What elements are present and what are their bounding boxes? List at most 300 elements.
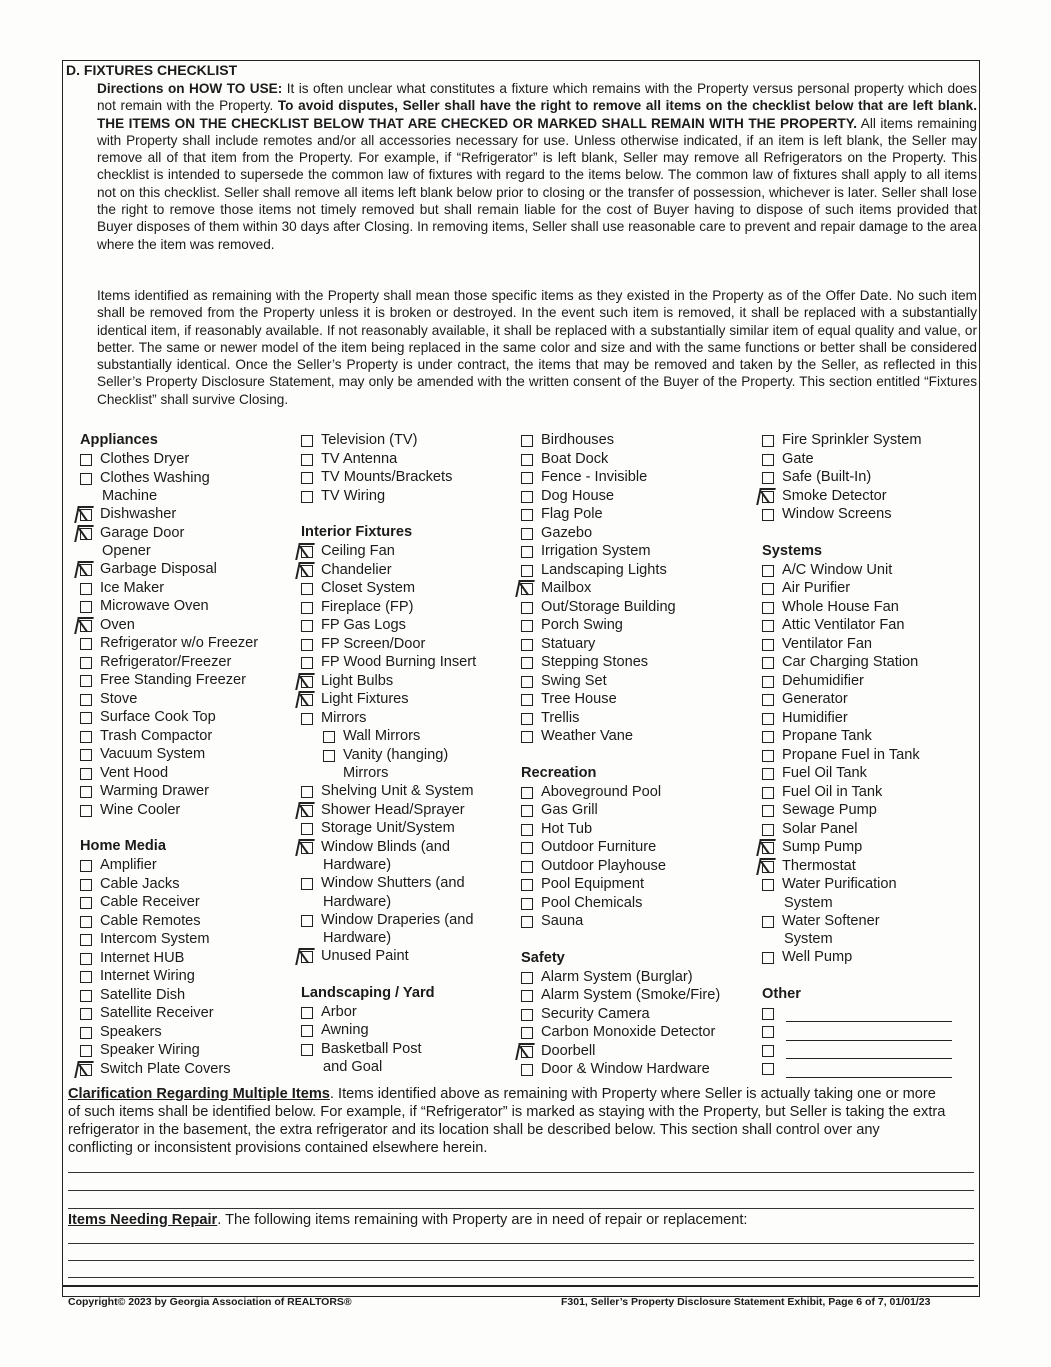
checkbox[interactable] — [521, 620, 533, 632]
checklist-item-stove[interactable] — [80, 690, 258, 709]
checkbox[interactable] — [762, 639, 774, 651]
checkbox[interactable] — [762, 768, 774, 780]
item-label: Satellite Receiver — [100, 1005, 214, 1021]
item-label: Doorbell — [541, 1042, 596, 1059]
checkbox[interactable] — [80, 473, 92, 485]
checkbox[interactable] — [521, 491, 533, 503]
checklist-item-tv-wiring[interactable] — [301, 487, 476, 506]
repair-line[interactable] — [68, 1243, 974, 1244]
checkbox[interactable] — [301, 1025, 313, 1037]
item-label: Window Blinds (and — [321, 838, 450, 855]
column-2 — [301, 431, 476, 1076]
checkbox[interactable] — [762, 565, 774, 577]
checklist-item-switch-plate-covers[interactable] — [80, 1060, 258, 1079]
checkbox[interactable] — [80, 1027, 92, 1039]
item-label: Birdhouses — [541, 432, 615, 448]
checklist-item-trash-compactor[interactable] — [80, 727, 258, 746]
checklist-item-birdhouses[interactable] — [521, 431, 720, 450]
item-label: Mirrors — [321, 709, 367, 726]
landscaping-header: Landscaping / Yard — [301, 984, 435, 1001]
checklist-item-refrigerator-freezer[interactable] — [80, 653, 258, 672]
checklist-item-safe-built-in[interactable] — [762, 468, 952, 487]
checkbox[interactable] — [301, 602, 313, 614]
checklist-item-security-camera[interactable] — [521, 1005, 720, 1024]
other-item[interactable] — [762, 1004, 952, 1023]
appliances-header: Appliances — [80, 432, 158, 448]
checklist-item-closet-system[interactable] — [301, 579, 476, 598]
checkbox[interactable] — [80, 731, 92, 743]
checkbox[interactable] — [762, 694, 774, 706]
checklist-item-wall-mirrors[interactable] — [301, 727, 476, 746]
repair-paragraph — [68, 1212, 747, 1228]
checkbox[interactable] — [521, 861, 533, 873]
directions-paragraph — [97, 80, 977, 253]
checklist-item-ice-maker[interactable] — [80, 579, 258, 598]
checklist-item-tv-antenna[interactable] — [301, 450, 476, 469]
checkbox[interactable] — [762, 657, 774, 669]
item-label: A/C Window Unit — [782, 561, 893, 578]
checklist-item-window-draperies-and[interactable] — [301, 911, 476, 930]
checkbox-checked[interactable] — [521, 583, 533, 595]
checkbox[interactable] — [762, 824, 774, 836]
checklist-item-propane-tank[interactable] — [762, 727, 952, 746]
checkbox[interactable] — [80, 1008, 92, 1020]
checklist-item-car-charging-station[interactable] — [762, 653, 952, 672]
item-label-continuation: and Goal — [323, 1059, 383, 1075]
checkbox[interactable] — [80, 934, 92, 946]
item-label: Out/Storage Building — [541, 598, 676, 615]
checkbox[interactable] — [521, 472, 533, 484]
checklist-item-thermostat[interactable] — [762, 857, 952, 876]
checklist-item-garbage-disposal[interactable] — [80, 560, 258, 579]
other-fill-line[interactable] — [786, 1046, 952, 1059]
item-label: Stepping Stones — [541, 654, 649, 670]
checklist-item-mirrors[interactable] — [301, 709, 476, 728]
checkbox[interactable] — [521, 805, 533, 817]
checklist-item-a-c-window-unit[interactable] — [762, 561, 952, 580]
checklist-item-tv-mounts-brackets[interactable] — [301, 468, 476, 487]
checkbox-checked[interactable] — [301, 546, 313, 558]
item-label: Hot Tub — [541, 820, 593, 837]
checklist-item-satellite-dish[interactable] — [80, 986, 258, 1005]
checklist-item-unused-paint[interactable] — [301, 947, 476, 966]
checklist-item-speaker-wiring[interactable] — [80, 1041, 258, 1060]
checklist-item-landscaping-lights[interactable] — [521, 561, 720, 580]
checkbox[interactable] — [80, 749, 92, 761]
checklist-item-dehumidifier[interactable] — [762, 672, 952, 691]
checklist-item-shower-head-sprayer[interactable] — [301, 801, 476, 820]
item-label: Garage Door — [100, 524, 185, 541]
checklist-item-air-purifier[interactable] — [762, 579, 952, 598]
repair-line[interactable] — [68, 1277, 974, 1278]
checkbox[interactable] — [521, 898, 533, 910]
checklist-item-wine-cooler[interactable] — [80, 801, 258, 820]
checklist-item-ventilator-fan[interactable] — [762, 635, 952, 654]
checkbox[interactable] — [80, 712, 92, 724]
other-item[interactable] — [762, 1041, 952, 1060]
checkbox[interactable] — [80, 694, 92, 706]
directions-bold: To avoid disputes, Seller shall have the right to remove all items on the checklist below that are left blank. THE ITEMS ON THE CHECKLIST BELOW THAT ARE CHECKED OR MARKED SHALL REMAIN WITH THE PROPERTY. — [97, 98, 978, 131]
checkbox[interactable] — [80, 601, 92, 613]
item-label: Tree House — [541, 691, 617, 707]
checklist-item-storage-unit-system[interactable] — [301, 819, 476, 838]
checkbox-checked[interactable] — [301, 951, 313, 963]
checkbox[interactable] — [301, 657, 313, 669]
item-label: Thermostat — [782, 857, 856, 874]
checklist-item-fp-wood-burning-insert[interactable] — [301, 653, 476, 672]
checkbox-checked[interactable] — [301, 694, 313, 706]
checklist-item-outdoor-playhouse[interactable] — [521, 857, 720, 876]
checkbox[interactable] — [521, 842, 533, 854]
checkbox[interactable] — [521, 435, 533, 447]
checkbox[interactable] — [762, 454, 774, 466]
checklist-item-smoke-detector[interactable] — [762, 487, 952, 506]
checklist-item-fireplace-fp[interactable] — [301, 598, 476, 617]
checklist-item-cable-jacks[interactable] — [80, 875, 258, 894]
checkbox[interactable] — [762, 435, 774, 447]
checkbox[interactable] — [762, 620, 774, 632]
checkbox[interactable] — [80, 454, 92, 466]
item-label-continuation: System — [784, 894, 833, 911]
item-label: Solar Panel — [782, 820, 858, 837]
checklist-item-weather-vane[interactable] — [521, 727, 720, 746]
checkbox[interactable] — [521, 713, 533, 725]
checklist-item-cable-remotes[interactable] — [80, 912, 258, 931]
checkbox[interactable] — [762, 1026, 774, 1038]
item-label: FP Gas Logs — [321, 617, 406, 633]
checklist-item-water-softener[interactable] — [762, 912, 952, 931]
checklist-item-intercom-system[interactable] — [80, 930, 258, 949]
item-label: TV Antenna — [321, 450, 398, 467]
checklist-item-surface-cook-top[interactable] — [80, 708, 258, 727]
checklist-item-cable-receiver[interactable] — [80, 893, 258, 912]
checkbox[interactable] — [80, 805, 92, 817]
checklist-item-satellite-receiver[interactable] — [80, 1004, 258, 1023]
footer-copyright: Copyright© 2023 by Georgia Association of REALTORS® — [68, 1296, 352, 1308]
checklist-item-clothes-washing[interactable] — [80, 469, 258, 488]
checkbox[interactable] — [521, 1064, 533, 1076]
checkbox[interactable] — [762, 916, 774, 928]
interior-fixtures-header: Interior Fixtures — [301, 524, 413, 540]
checkbox[interactable] — [80, 583, 92, 595]
checkbox[interactable] — [301, 823, 313, 835]
checklist-item-awning[interactable] — [301, 1021, 476, 1040]
checkbox[interactable] — [301, 472, 313, 484]
item-label-continuation: Opener — [102, 543, 151, 559]
checklist-item-whole-house-fan[interactable] — [762, 598, 952, 617]
checkbox[interactable] — [301, 454, 313, 466]
checkbox[interactable] — [521, 639, 533, 651]
checkbox[interactable] — [521, 509, 533, 521]
checkbox-checked[interactable] — [301, 676, 313, 688]
checklist-item-attic-ventilator-fan[interactable] — [762, 616, 952, 635]
checklist-item-refrigerator-w-o-freezer[interactable] — [80, 634, 258, 653]
checkbox[interactable] — [762, 1045, 774, 1057]
item-label: Car Charging Station — [782, 654, 919, 670]
checkbox[interactable] — [521, 916, 533, 928]
checklist-item-fuel-oil-in-tank[interactable] — [762, 783, 952, 802]
item-label: Smoke Detector — [782, 487, 887, 504]
checkbox[interactable] — [301, 878, 313, 890]
checkbox[interactable] — [301, 915, 313, 927]
checkbox-checked[interactable] — [301, 805, 313, 817]
column-3 — [521, 431, 720, 1079]
other-fill-line[interactable] — [786, 1009, 952, 1022]
checklist-item-gas-grill[interactable] — [521, 801, 720, 820]
item-label-continuation: Mirrors — [343, 765, 389, 781]
checkbox[interactable] — [521, 602, 533, 614]
checklist-item-boat-dock[interactable] — [521, 450, 720, 469]
checkbox[interactable] — [301, 491, 313, 503]
checkbox[interactable] — [521, 546, 533, 558]
checklist-item-fuel-oil-tank[interactable] — [762, 764, 952, 783]
checklist-item-window-screens[interactable] — [762, 505, 952, 524]
checklist-item-window-shutters-and[interactable] — [301, 874, 476, 893]
checklist-item-porch-swing[interactable] — [521, 616, 720, 635]
checkbox[interactable] — [521, 731, 533, 743]
checkbox[interactable] — [323, 731, 335, 743]
checklist-item-swing-set[interactable] — [521, 672, 720, 691]
systems-header: Systems — [762, 542, 823, 559]
checkbox[interactable] — [80, 971, 92, 983]
checkbox-checked[interactable] — [80, 509, 92, 521]
checkbox-checked[interactable] — [80, 564, 92, 576]
checkbox[interactable] — [521, 657, 533, 669]
checklist-item-doorbell[interactable] — [521, 1042, 720, 1061]
checklist-item-gate[interactable] — [762, 450, 952, 469]
other-header: Other — [762, 985, 801, 1002]
checkbox[interactable] — [762, 879, 774, 891]
checklist-item-television-tv[interactable] — [301, 431, 476, 450]
checkbox[interactable] — [762, 676, 774, 688]
checklist-item-fire-sprinkler-system[interactable] — [762, 431, 952, 450]
checkbox[interactable] — [762, 787, 774, 799]
item-label: Attic Ventilator Fan — [782, 617, 905, 633]
checklist-item-vent-hood[interactable] — [80, 764, 258, 783]
checkbox[interactable] — [762, 602, 774, 614]
checkbox-checked[interactable] — [762, 842, 774, 854]
item-label: Vacuum System — [100, 746, 206, 762]
checkbox[interactable] — [301, 786, 313, 798]
other-item[interactable] — [762, 1059, 952, 1078]
checkbox[interactable] — [80, 638, 92, 650]
checkbox[interactable] — [521, 972, 533, 984]
directions-lead: Directions on HOW TO USE: — [97, 81, 283, 96]
checklist-item-pool-chemicals[interactable] — [521, 894, 720, 913]
checkbox[interactable] — [521, 1027, 533, 1039]
checklist-item-sump-pump[interactable] — [762, 838, 952, 857]
checkbox[interactable] — [80, 786, 92, 798]
checklist-item-fence-invisible[interactable] — [521, 468, 720, 487]
checkbox[interactable] — [80, 657, 92, 669]
checklist-item-well-pump[interactable] — [762, 948, 952, 967]
checklist-item-free-standing-freezer[interactable] — [80, 671, 258, 690]
remaining-paragraph: Items identified as remaining with the Property shall mean those specific items as they existed in the Property as of the Offer Date. No such item shall be removed from the Property unless it is broken or destroyed. In the event such item is removed, it shall be replaced with a substantially identical item, if reasonably available. If not reasonably available, it shall be replaced with a substantially similar item of equal quality and value, or better. The same or newer model of the item being replaced in the same color and size and with the same functions or better shall be considered substantially identical. Once the Seller’s Property is under contract, the items that may be removed and taken by the Seller, as reflected in this Seller’s Property Disclosure Statement, may only be amended with the written consent of the Buyer of the Property. This section entitled “Fixtures Checklist” shall survive Closing. — [97, 288, 977, 407]
checkbox[interactable] — [521, 565, 533, 577]
checkbox-checked[interactable] — [80, 620, 92, 632]
checklist-item-clothes-dryer[interactable] — [80, 450, 258, 469]
checklist-item-vanity-hanging[interactable] — [301, 746, 476, 765]
checkbox[interactable] — [521, 879, 533, 891]
item-label: Pool Equipment — [541, 876, 645, 892]
checklist-item-warming-drawer[interactable] — [80, 782, 258, 801]
item-label: Pool Chemicals — [541, 894, 643, 911]
checklist-item-flag-pole[interactable] — [521, 505, 720, 524]
checkbox[interactable] — [762, 713, 774, 725]
checkbox[interactable] — [301, 639, 313, 651]
checklist-item-alarm-system-burglar[interactable] — [521, 968, 720, 987]
item-label: Gate — [782, 450, 814, 467]
item-label: Cable Jacks — [100, 875, 180, 892]
checklist-item-dishwasher[interactable] — [80, 505, 258, 524]
checkbox-checked[interactable] — [80, 528, 92, 540]
checklist-item-hot-tub[interactable] — [521, 820, 720, 839]
checkbox-checked[interactable] — [80, 1064, 92, 1076]
checklist-item-humidifier[interactable] — [762, 709, 952, 728]
checkbox[interactable] — [762, 1063, 774, 1075]
checklist-item-oven[interactable] — [80, 616, 258, 635]
checkbox[interactable] — [301, 583, 313, 595]
clarification-line[interactable] — [68, 1172, 974, 1173]
checkbox-checked[interactable] — [301, 842, 313, 854]
checklist-item-arbor[interactable] — [301, 1003, 476, 1022]
checkbox-checked[interactable] — [301, 565, 313, 577]
checklist-item-basketball-post[interactable] — [301, 1040, 476, 1059]
checkbox-checked[interactable] — [762, 861, 774, 873]
checkbox[interactable] — [762, 472, 774, 484]
checkbox-checked[interactable] — [521, 1046, 533, 1058]
checkbox[interactable] — [301, 620, 313, 632]
checklist-item-amplifier[interactable] — [80, 856, 258, 875]
checklist-item-carbon-monoxide-detector[interactable] — [521, 1023, 720, 1042]
checklist-item-out-storage-building[interactable] — [521, 598, 720, 617]
item-label: Switch Plate Covers — [100, 1060, 231, 1077]
checklist-item-trellis[interactable] — [521, 709, 720, 728]
checkbox[interactable] — [762, 952, 774, 964]
clarification-line[interactable] — [68, 1208, 974, 1209]
item-label: Wine Cooler — [100, 801, 181, 818]
item-label: Light Bulbs — [321, 672, 394, 689]
checklist-item-vacuum-system[interactable] — [80, 745, 258, 764]
checklist-item-window-blinds-and[interactable] — [301, 838, 476, 857]
checklist-item-fp-gas-logs[interactable] — [301, 616, 476, 635]
checklist-item-microwave-oven[interactable] — [80, 597, 258, 616]
item-label: Statuary — [541, 635, 596, 652]
checkbox[interactable] — [521, 676, 533, 688]
checklist-item-chandelier[interactable] — [301, 561, 476, 580]
checklist-item-alarm-system-smoke-fire[interactable] — [521, 986, 720, 1005]
checkbox[interactable] — [521, 694, 533, 706]
checkbox[interactable] — [301, 1007, 313, 1019]
checklist-item-solar-panel[interactable] — [762, 820, 952, 839]
checklist-item-tree-house[interactable] — [521, 690, 720, 709]
item-label: Fireplace (FP) — [321, 598, 414, 615]
checkbox[interactable] — [80, 860, 92, 872]
other-fill-line[interactable] — [786, 1065, 952, 1078]
checkbox[interactable] — [80, 879, 92, 891]
repair-line[interactable] — [68, 1260, 974, 1261]
checkbox[interactable] — [762, 509, 774, 521]
checkbox[interactable] — [301, 713, 313, 725]
checklist-item-internet-hub[interactable] — [80, 949, 258, 968]
clarification-line[interactable] — [68, 1190, 974, 1191]
checklist-item-aboveground-pool[interactable] — [521, 783, 720, 802]
other-item[interactable] — [762, 1022, 952, 1041]
other-fill-line[interactable] — [786, 1028, 952, 1041]
checkbox[interactable] — [301, 1044, 313, 1056]
checkbox[interactable] — [80, 897, 92, 909]
checklist-item-generator[interactable] — [762, 690, 952, 709]
checklist-item-irrigation-system[interactable] — [521, 542, 720, 561]
checkbox[interactable] — [301, 435, 313, 447]
checklist-item-outdoor-furniture[interactable] — [521, 838, 720, 857]
item-label: Intercom System — [100, 931, 210, 947]
checklist-item-dog-house[interactable] — [521, 487, 720, 506]
item-label: TV Wiring — [321, 487, 386, 504]
checkbox[interactable] — [762, 750, 774, 762]
checkbox[interactable] — [521, 990, 533, 1002]
checklist-item-water-purification[interactable] — [762, 875, 952, 894]
checklist-item-garage-door[interactable] — [80, 524, 258, 543]
checkbox[interactable] — [521, 528, 533, 540]
checkbox[interactable] — [80, 953, 92, 965]
checklist-item-speakers[interactable] — [80, 1023, 258, 1042]
item-label: Flag Pole — [541, 506, 603, 522]
checkbox[interactable] — [762, 805, 774, 817]
checkbox[interactable] — [521, 824, 533, 836]
checklist-item-shelving-unit-system[interactable] — [301, 782, 476, 801]
item-label: Clothes Washing — [100, 469, 210, 486]
item-label: Clothes Dryer — [100, 451, 190, 467]
checklist-item-internet-wiring[interactable] — [80, 967, 258, 986]
checklist-item-sauna[interactable] — [521, 912, 720, 931]
checklist-item-stepping-stones[interactable] — [521, 653, 720, 672]
checkbox[interactable] — [521, 1009, 533, 1021]
checkbox[interactable] — [80, 990, 92, 1002]
item-label: Television (TV) — [321, 432, 418, 448]
item-label: Basketball Post — [321, 1040, 422, 1057]
checklist-item-light-bulbs[interactable] — [301, 672, 476, 691]
checklist-item-sewage-pump[interactable] — [762, 801, 952, 820]
checkbox[interactable] — [80, 916, 92, 928]
item-label: Vent Hood — [100, 764, 169, 781]
checkbox[interactable] — [80, 768, 92, 780]
checklist-item-light-fixtures[interactable] — [301, 690, 476, 709]
item-label: Light Fixtures — [321, 691, 409, 707]
item-label: Refrigerator w/o Freezer — [100, 635, 259, 651]
checkbox[interactable] — [80, 1045, 92, 1057]
checkbox-checked[interactable] — [762, 491, 774, 503]
checkbox[interactable] — [80, 675, 92, 687]
item-label: Speakers — [100, 1023, 162, 1040]
checklist-item-mailbox[interactable] — [521, 579, 720, 598]
checklist-item-statuary[interactable] — [521, 635, 720, 654]
checkbox[interactable] — [762, 731, 774, 743]
checkbox[interactable] — [762, 1008, 774, 1020]
checklist-item-gazebo[interactable] — [521, 524, 720, 543]
checklist-item-ceiling-fan[interactable] — [301, 542, 476, 561]
checkbox[interactable] — [762, 583, 774, 595]
checklist-item-propane-fuel-in-tank[interactable] — [762, 746, 952, 765]
item-label: Wall Mirrors — [343, 728, 421, 744]
checkbox[interactable] — [521, 454, 533, 466]
item-label: Arbor — [321, 1003, 357, 1020]
checklist-item-fp-screen-door[interactable] — [301, 635, 476, 654]
checklist-item-pool-equipment[interactable] — [521, 875, 720, 894]
checkbox[interactable] — [521, 787, 533, 799]
checkbox[interactable] — [323, 750, 335, 762]
checklist-item-door-window-hardware[interactable] — [521, 1060, 720, 1079]
